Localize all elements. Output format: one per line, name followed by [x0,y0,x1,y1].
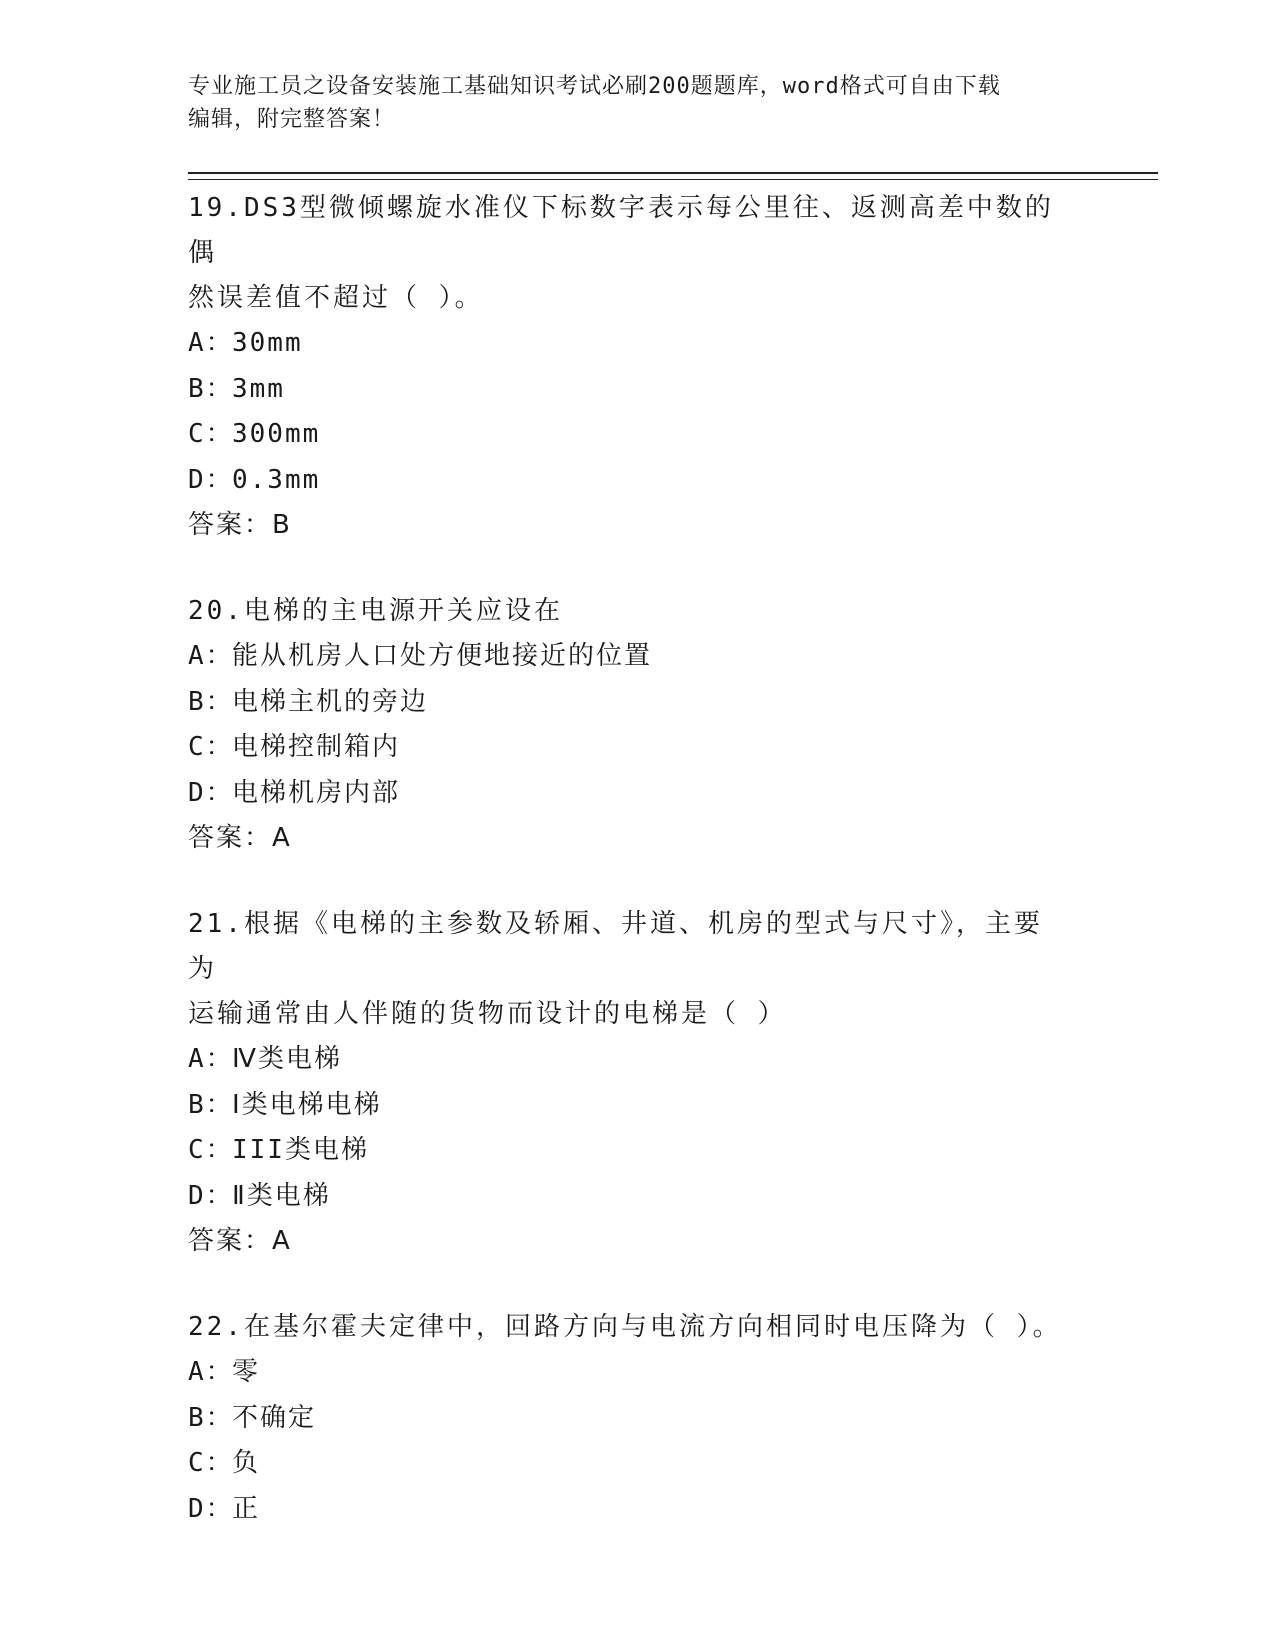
option-letter: C： [188,732,234,762]
document-header [188,70,1068,136]
option-d [188,1174,1158,1220]
option-text: 零 [232,1357,261,1387]
option-letter: D： [188,464,234,495]
question-22 [188,1305,1158,1532]
header-line-1: 专业施工员之设备安装施工基础知识考试必刷200题题库，word格式可自由下载 [188,74,1001,99]
option-d [188,458,1158,504]
option-letter: C： [188,1135,234,1165]
option-letter: A： [188,328,234,358]
option-letter: A： [188,1357,234,1387]
document-page [188,70,1158,1532]
option-letter: A： [188,641,234,671]
option-text: III类电梯 [232,1135,369,1165]
option-letter: D： [188,1180,234,1211]
option-text: 电梯机房内部 [232,777,401,808]
question-stem-line-1: 22.在基尔霍夫定律中，回路方向与电流方向相同时电压降为（ ）。 [188,1312,1062,1342]
header-line-2: 编辑，附完整答案！ [188,107,396,132]
answer-line: 答案：B [188,510,292,540]
option-b [188,1083,1158,1129]
header-divider [188,172,1158,180]
question-stem [188,589,1068,634]
option-letter: D： [188,777,234,808]
question-stem-line-2: 运输通常由人伴随的货物而设计的电梯是（ ） [188,999,787,1029]
option-c [188,725,1158,771]
question-stem [188,902,1068,1037]
option-letter: A： [188,1044,234,1074]
option-text: 0.3mm [232,464,321,495]
option-a [188,1037,1158,1083]
option-letter: B： [188,373,234,404]
option-c [188,412,1158,458]
option-a [188,634,1158,680]
option-letter: B： [188,1089,234,1120]
option-text: 30mm [232,328,303,358]
option-text: 能从机房人口处方便地接近的位置 [232,641,653,671]
question-stem [188,1305,1068,1350]
option-letter: B： [188,686,234,717]
answer-line: 答案：A [188,1226,292,1256]
option-text: 300mm [232,419,321,449]
question-19 [188,186,1158,548]
option-text: 电梯控制箱内 [232,732,401,762]
question-20 [188,589,1158,861]
option-text: Ⅳ类电梯 [232,1044,342,1074]
answer-line: 答案：A [188,823,292,853]
option-a [188,321,1158,367]
option-c [188,1441,1158,1487]
option-text: 正 [232,1493,261,1524]
option-d [188,771,1158,817]
option-c [188,1128,1158,1174]
option-b [188,1396,1158,1442]
option-text: 不确定 [232,1402,317,1433]
option-text: 电梯主机的旁边 [232,686,429,717]
option-d [188,1487,1158,1533]
question-stem-line-1: 19.DS3型微倾螺旋水准仪下标数字表示每公里往、返测高差中数的偶 [188,193,1054,268]
question-stem-line-2: 然误差值不超过（ ）。 [188,283,484,313]
option-text: Ⅱ类电梯 [232,1180,331,1211]
option-b [188,367,1158,413]
option-a [188,1350,1158,1396]
question-stem-line-1: 20.电梯的主电源开关应设在 [188,596,563,626]
question-stem-line-1: 21.根据《电梯的主参数及轿厢、井道、机房的型式与尺寸》，主要为 [188,909,1043,984]
option-letter: B： [188,1402,234,1433]
option-letter: C： [188,419,234,449]
option-letter: D： [188,1493,234,1524]
option-text: 负 [232,1448,261,1478]
question-21 [188,902,1158,1264]
option-b [188,680,1158,726]
option-letter: C： [188,1448,234,1478]
option-text: Ⅰ类电梯电梯 [232,1089,382,1120]
option-text: 3mm [232,373,285,404]
question-stem [188,186,1068,321]
